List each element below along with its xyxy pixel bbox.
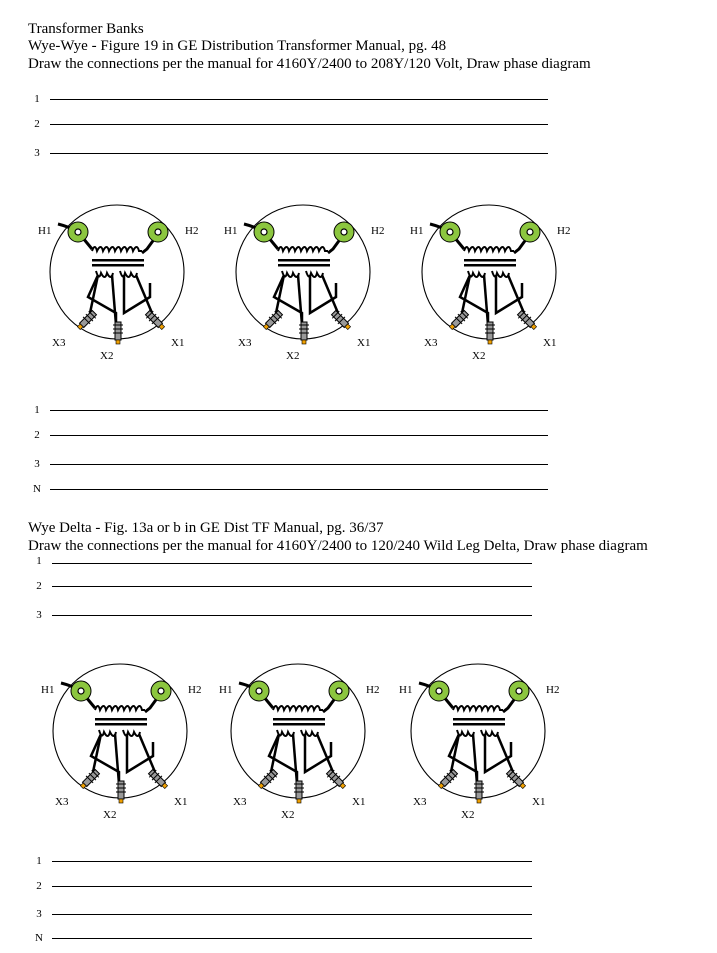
x2-label: X2: [286, 350, 300, 362]
x1-label: X1: [174, 796, 188, 808]
bushing-body: [332, 311, 349, 328]
answer-line: [50, 99, 548, 100]
answer-line: [52, 586, 532, 587]
x1-lead: [496, 275, 522, 313]
transformer-diagram: [208, 187, 408, 362]
h1-label: H1: [41, 684, 55, 696]
x2-lead: [484, 275, 488, 325]
line-label: 1: [36, 855, 42, 867]
answer-line: [50, 153, 548, 154]
line-label: N: [35, 932, 43, 944]
low-voltage-bushing: [447, 309, 470, 332]
x3-label: X3: [413, 796, 427, 808]
bushing-body: [261, 770, 278, 787]
bushing-body: [327, 770, 344, 787]
primary-winding: [92, 247, 142, 251]
x2-label: X2: [100, 350, 114, 362]
line-label: 2: [34, 429, 40, 441]
h1-bushing-center: [447, 229, 453, 235]
bushing-body: [266, 311, 283, 328]
h2-bushing-center: [158, 688, 164, 694]
line-label: N: [33, 483, 41, 495]
transformer-icon: [203, 646, 403, 816]
x3-lead: [271, 734, 279, 772]
low-voltage-bushing: [116, 781, 126, 803]
transformer-diagram: [203, 646, 403, 821]
x3-lead: [462, 275, 470, 313]
bushing-body: [441, 770, 458, 787]
x2-lead: [115, 734, 119, 784]
transformer-diagram: [394, 187, 594, 362]
core-bar: [273, 718, 325, 721]
answer-line: [50, 435, 548, 436]
h2-label: H2: [188, 684, 202, 696]
bushing-terminal: [302, 340, 306, 344]
h1-bushing-center: [261, 229, 267, 235]
x1-label: X1: [171, 337, 185, 349]
x2-lead: [293, 734, 297, 784]
bushing-terminal: [116, 340, 120, 344]
bushing-body: [452, 311, 469, 328]
x1-lead: [310, 275, 336, 313]
bushing-body: [80, 311, 97, 328]
low-voltage-bushing: [256, 768, 279, 791]
x1-label: X1: [352, 796, 366, 808]
x1-lead: [124, 275, 150, 313]
answer-line: [50, 489, 548, 490]
transformer-diagram: [383, 646, 583, 821]
h2-bushing-center: [527, 229, 533, 235]
bushing-body: [149, 770, 166, 787]
line-label: 2: [36, 580, 42, 592]
h2-bushing-center: [155, 229, 161, 235]
h1-label: H1: [38, 225, 52, 237]
line-label: 1: [36, 555, 42, 567]
line-label: 3: [36, 609, 42, 621]
answer-line: [50, 464, 548, 465]
h2-label: H2: [546, 684, 560, 696]
section2-heading: Wye Delta - Fig. 13a or b in GE Dist TF Manual, pg. 36/37: [28, 520, 384, 536]
x3-label: X3: [238, 337, 252, 349]
h2-label: H2: [371, 225, 385, 237]
primary-winding: [464, 247, 514, 251]
x1-label: X1: [532, 796, 546, 808]
primary-winding: [273, 706, 323, 710]
transformer-icon: [394, 187, 594, 357]
h1-bushing-center: [256, 688, 262, 694]
answer-line: [52, 615, 532, 616]
line-label: 1: [34, 404, 40, 416]
section2-instruction: Draw the connections per the manual for 4160Y/2400 to 120/240 Wild Leg Delta, Draw phase diagram: [28, 538, 648, 554]
x1-lead: [485, 734, 511, 772]
transformer-icon: [22, 187, 222, 357]
core-bar: [464, 264, 516, 267]
low-voltage-bushing: [78, 768, 101, 791]
secondary-winding: [306, 271, 323, 277]
primary-winding: [278, 247, 328, 251]
answer-line: [52, 861, 532, 862]
secondary-winding: [481, 730, 498, 736]
h2-bushing-center: [516, 688, 522, 694]
h2-label: H2: [557, 225, 571, 237]
bushing-body: [518, 311, 535, 328]
core-bar: [95, 723, 147, 726]
transformer-icon: [208, 187, 408, 357]
h1-bushing-center: [436, 688, 442, 694]
core-bar: [95, 718, 147, 721]
low-voltage-bushing: [474, 781, 484, 803]
x1-label: X1: [357, 337, 371, 349]
low-voltage-bushing: [485, 322, 495, 344]
low-voltage-bushing: [294, 781, 304, 803]
line-label: 3: [34, 147, 40, 159]
x2-lead: [473, 734, 477, 784]
h1-label: H1: [410, 225, 424, 237]
core-bar: [92, 264, 144, 267]
transformer-icon: [383, 646, 583, 816]
core-bar: [92, 259, 144, 262]
x3-label: X3: [233, 796, 247, 808]
core-bar: [453, 718, 505, 721]
core-bar: [278, 259, 330, 262]
answer-line: [52, 914, 532, 915]
bushing-terminal: [477, 799, 481, 803]
h2-bushing-center: [341, 229, 347, 235]
transformer-icon: [25, 646, 225, 816]
x2-label: X2: [281, 809, 295, 821]
h2-label: H2: [185, 225, 199, 237]
h1-bushing-center: [75, 229, 81, 235]
low-voltage-bushing: [75, 309, 98, 332]
bushing-body: [507, 770, 524, 787]
h2-bushing-center: [336, 688, 342, 694]
section1-heading: Wye-Wye - Figure 19 in GE Distribution Transformer Manual, pg. 48: [28, 38, 447, 54]
primary-winding: [453, 706, 503, 710]
x1-lead: [127, 734, 153, 772]
bushing-body: [146, 311, 163, 328]
core-bar: [273, 723, 325, 726]
h1-label: H1: [399, 684, 413, 696]
line-label: 2: [36, 880, 42, 892]
secondary-winding: [492, 271, 509, 277]
page-title: Transformer Banks: [28, 21, 144, 37]
x3-lead: [93, 734, 101, 772]
low-voltage-bushing: [436, 768, 459, 791]
core-bar: [278, 264, 330, 267]
bushing-terminal: [297, 799, 301, 803]
x2-lead: [298, 275, 302, 325]
low-voltage-bushing: [299, 322, 309, 344]
transformer-diagram: [22, 187, 222, 362]
core-bar: [453, 723, 505, 726]
line-label: 3: [34, 458, 40, 470]
answer-line: [50, 124, 548, 125]
line-label: 2: [34, 118, 40, 130]
line-label: 1: [34, 93, 40, 105]
x2-lead: [112, 275, 116, 325]
core-bar: [464, 259, 516, 262]
x2-label: X2: [103, 809, 117, 821]
x3-label: X3: [52, 337, 66, 349]
primary-winding: [95, 706, 145, 710]
secondary-winding: [120, 271, 137, 277]
h1-bushing-center: [78, 688, 84, 694]
x2-label: X2: [472, 350, 486, 362]
low-voltage-bushing: [261, 309, 284, 332]
x3-lead: [90, 275, 98, 313]
answer-line: [52, 938, 532, 939]
bushing-terminal: [488, 340, 492, 344]
answer-line: [50, 410, 548, 411]
x3-label: X3: [424, 337, 438, 349]
h2-label: H2: [366, 684, 380, 696]
secondary-winding: [301, 730, 318, 736]
x1-lead: [305, 734, 331, 772]
section1-instruction: Draw the connections per the manual for 4160Y/2400 to 208Y/120 Volt, Draw phase diagram: [28, 56, 591, 72]
answer-line: [52, 563, 532, 564]
x2-label: X2: [461, 809, 475, 821]
x3-lead: [451, 734, 459, 772]
x1-label: X1: [543, 337, 557, 349]
bushing-terminal: [119, 799, 123, 803]
x3-lead: [276, 275, 284, 313]
transformer-diagram: [25, 646, 225, 821]
low-voltage-bushing: [113, 322, 123, 344]
line-label: 3: [36, 908, 42, 920]
answer-line: [52, 886, 532, 887]
bushing-body: [83, 770, 100, 787]
x3-label: X3: [55, 796, 69, 808]
h1-label: H1: [224, 225, 238, 237]
h1-label: H1: [219, 684, 233, 696]
secondary-winding: [123, 730, 140, 736]
